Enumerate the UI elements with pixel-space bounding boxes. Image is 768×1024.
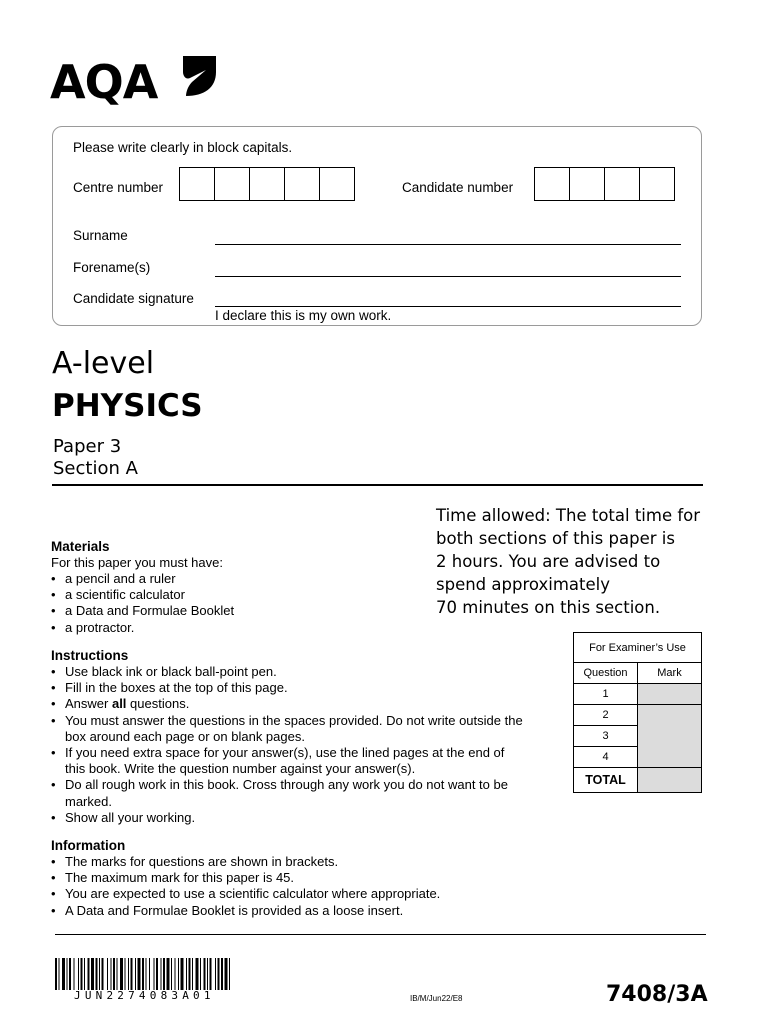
candidate-digit-box[interactable] bbox=[534, 167, 570, 201]
forename-line[interactable] bbox=[215, 276, 681, 277]
centre-digit-box[interactable] bbox=[319, 167, 355, 201]
paper-reference: IB/M/Jun22/E8 bbox=[410, 994, 463, 1003]
paper-number: Paper 3 bbox=[53, 436, 122, 457]
list-item bbox=[51, 696, 526, 712]
aqa-logo bbox=[50, 52, 220, 112]
centre-digit-box[interactable] bbox=[284, 167, 320, 201]
information-list bbox=[51, 854, 531, 919]
candidate-digit-box[interactable] bbox=[604, 167, 640, 201]
centre-number-boxes[interactable] bbox=[179, 167, 355, 201]
centre-digit-box[interactable] bbox=[179, 167, 215, 201]
list-item: • Fill in the boxes at the top of this page. bbox=[51, 680, 526, 696]
instructions-section bbox=[51, 648, 526, 826]
question-number: 2 bbox=[574, 705, 638, 726]
list-item: • Show all your working. bbox=[51, 810, 526, 826]
mark-cell bbox=[638, 705, 702, 768]
declaration-text: I declare this is my own work. bbox=[215, 308, 392, 323]
information-heading: Information bbox=[51, 838, 126, 853]
signature-label: Candidate signature bbox=[73, 291, 194, 306]
logo-leaf-icon bbox=[180, 52, 220, 104]
list-item: • The maximum mark for this paper is 45. bbox=[51, 870, 531, 886]
total-mark-cell bbox=[638, 768, 702, 793]
list-item: • If you need extra space for your answer(s), use the lined pages at the end of this book. Write the question number against your answer(s). bbox=[51, 745, 526, 777]
time-allowed-line: both sections of this paper is bbox=[436, 529, 675, 548]
materials-heading: Materials bbox=[51, 539, 110, 554]
instructions-list bbox=[51, 664, 526, 826]
exam-level: A-level bbox=[52, 346, 155, 381]
time-allowed-line: Time allowed: The total time for bbox=[436, 506, 701, 525]
paper-code: 7408/3A bbox=[606, 982, 708, 1007]
total-label: TOTAL bbox=[574, 768, 638, 793]
information-section bbox=[51, 838, 531, 919]
candidate-digit-box[interactable] bbox=[569, 167, 605, 201]
candidate-digit-box[interactable] bbox=[639, 167, 675, 201]
list-item: • You must answer the questions in the spaces provided. Do not write outside the box around each page or on blank pages. bbox=[51, 713, 526, 745]
list-item: • a Data and Formulae Booklet bbox=[51, 603, 521, 619]
centre-number-label: Centre number bbox=[73, 180, 164, 195]
centre-digit-box[interactable] bbox=[249, 167, 285, 201]
forename-label: Forename(s) bbox=[73, 260, 151, 275]
logo-text: AQA bbox=[50, 55, 158, 109]
time-allowed-line: 70 minutes on this section. bbox=[436, 598, 661, 617]
block-capitals-instruction: Please write clearly in block capitals. bbox=[73, 140, 293, 155]
materials-list bbox=[51, 571, 521, 636]
surname-line[interactable] bbox=[215, 244, 681, 245]
divider-top bbox=[52, 484, 703, 486]
list-item: • A Data and Formulae Booklet is provided as a loose insert. bbox=[51, 903, 531, 919]
materials-section bbox=[51, 539, 521, 636]
centre-digit-box[interactable] bbox=[214, 167, 250, 201]
barcode-number: JUN2274083A01 bbox=[74, 989, 215, 1002]
paper-section: Section A bbox=[53, 458, 138, 479]
list-item: • a pencil and a ruler bbox=[51, 571, 521, 587]
candidate-number-label: Candidate number bbox=[402, 180, 514, 195]
question-column-header: Question bbox=[574, 663, 638, 684]
answer-all-emphasis: all bbox=[111, 696, 127, 712]
examiner-heading: For Examiner’s Use bbox=[574, 633, 702, 663]
mark-column-header: Mark bbox=[638, 663, 702, 684]
answer-prefix: Answer bbox=[65, 696, 112, 712]
exam-subject: PHYSICS bbox=[52, 388, 203, 424]
list-item: • a protractor. bbox=[51, 620, 521, 636]
list-item: • The marks for questions are shown in brackets. bbox=[51, 854, 531, 870]
answer-suffix: questions. bbox=[126, 696, 190, 712]
candidate-number-boxes[interactable] bbox=[534, 167, 675, 201]
examiner-use-table bbox=[573, 632, 702, 793]
barcode-icon bbox=[55, 958, 317, 990]
question-number: 1 bbox=[574, 684, 638, 705]
surname-label: Surname bbox=[73, 228, 128, 243]
mark-cell bbox=[638, 684, 702, 705]
list-item: • Do all rough work in this book. Cross through any work you do not want to be marked. bbox=[51, 777, 526, 809]
materials-intro: For this paper you must have: bbox=[51, 555, 223, 570]
question-number: 3 bbox=[574, 726, 638, 747]
instructions-heading: Instructions bbox=[51, 648, 129, 663]
list-item: • Use black ink or black ball-point pen. bbox=[51, 664, 526, 680]
list-item: • You are expected to use a scientific calculator where appropriate. bbox=[51, 886, 531, 902]
signature-line[interactable] bbox=[215, 306, 681, 307]
divider-bottom bbox=[55, 934, 706, 935]
time-allowed-line: spend approximately bbox=[436, 575, 610, 594]
list-item: • a scientific calculator bbox=[51, 587, 521, 603]
time-allowed-line: 2 hours. You are advised to bbox=[436, 552, 661, 571]
question-number: 4 bbox=[574, 747, 638, 768]
